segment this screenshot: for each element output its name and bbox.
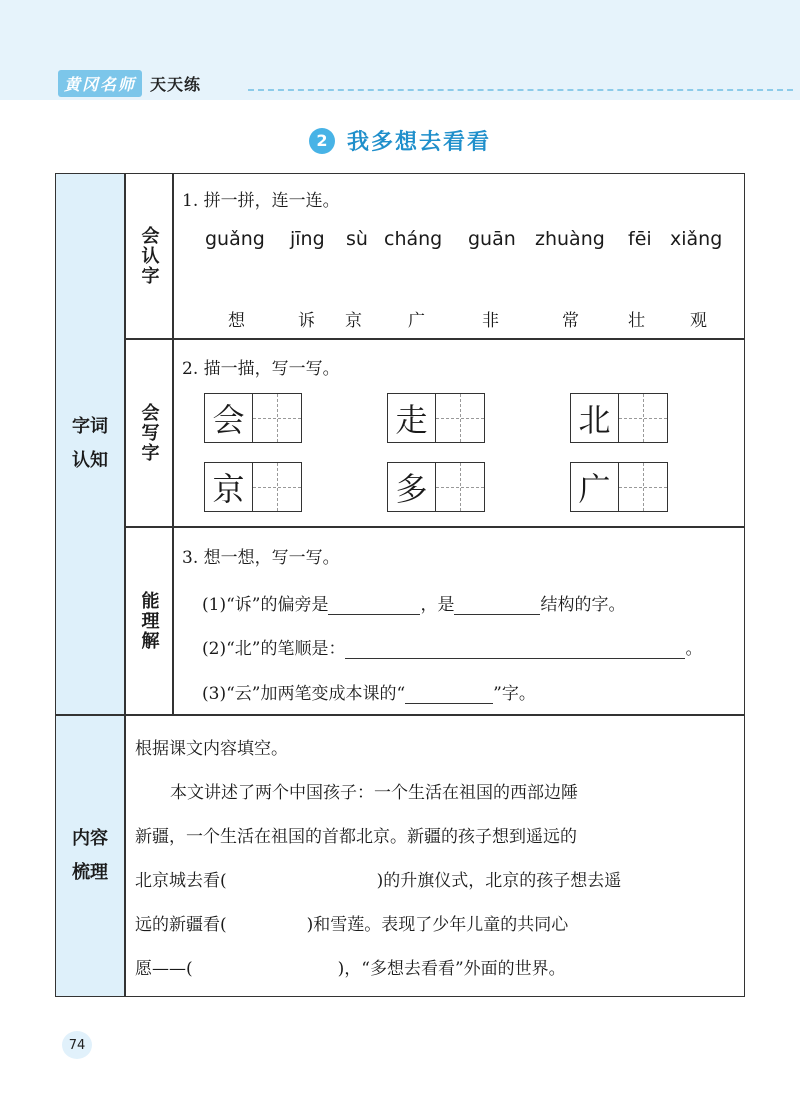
- content-line: 愿——( )，“多想去看看”外面的世界。: [135, 959, 566, 979]
- content-prompt: 根据课文内容填空。: [135, 739, 288, 759]
- answer-blank[interactable]: [345, 640, 685, 659]
- hanzi-item[interactable]: 想: [228, 311, 245, 331]
- answer-blank[interactable]: [454, 596, 540, 615]
- series-name: 天天练: [150, 75, 202, 94]
- q3-item-3: (3)“云”加两笔变成本课的“ ”字。: [202, 684, 536, 704]
- hanzi-item[interactable]: 观: [690, 311, 707, 331]
- header-divider: [248, 89, 793, 91]
- writing-grid[interactable]: [204, 462, 302, 512]
- sub-write: 会写字: [138, 403, 160, 463]
- q3-prompt: 3. 想一想，写一写。: [182, 548, 340, 568]
- writing-grid[interactable]: [570, 393, 668, 443]
- q3-item-1: (1)“诉”的偏旁是 ，是 结构的字。: [202, 595, 626, 615]
- pinyin-item[interactable]: cháng: [384, 228, 443, 250]
- pinyin-item[interactable]: guǎng: [205, 228, 265, 250]
- lesson-number: 2: [309, 128, 335, 154]
- category-word-line2: 认知: [72, 450, 108, 471]
- trace-char: 多: [388, 463, 436, 511]
- answer-blank[interactable]: [328, 596, 420, 615]
- writing-grid[interactable]: [387, 393, 485, 443]
- trace-char: 京: [205, 463, 253, 511]
- q2-prompt: 2. 描一描，写一写。: [182, 359, 340, 379]
- pinyin-item[interactable]: jīng: [290, 228, 325, 250]
- page-number: 74: [62, 1031, 92, 1059]
- content-line: 本文讲述了两个中国孩子：一个生活在祖国的西部边陲: [170, 783, 578, 803]
- pinyin-item[interactable]: zhuàng: [535, 228, 605, 250]
- content-line: 远的新疆看( )和雪莲。表现了少年儿童的共同心: [135, 915, 569, 935]
- category-content-review: [56, 716, 124, 996]
- divider: [124, 526, 745, 528]
- divider: [56, 714, 745, 716]
- hanzi-item[interactable]: 非: [482, 311, 499, 331]
- category-word-line1: 字词: [72, 416, 108, 437]
- trace-char: 广: [571, 463, 619, 511]
- pinyin-item[interactable]: guān: [468, 228, 516, 250]
- writing-grid[interactable]: [204, 393, 302, 443]
- hanzi-item[interactable]: 常: [562, 311, 579, 331]
- writing-grid[interactable]: [387, 462, 485, 512]
- sub-understand: 能理解: [138, 591, 160, 651]
- hanzi-item[interactable]: 广: [408, 311, 425, 331]
- q1-prompt: 1. 拼一拼，连一连。: [182, 191, 340, 211]
- answer-blank[interactable]: [405, 685, 493, 704]
- brand-logo: [58, 70, 201, 97]
- brand-name: 黄冈名师: [58, 70, 142, 97]
- lesson-title: 我多想去看看: [346, 130, 491, 155]
- divider: [124, 338, 745, 340]
- q3-item-2: (2)“北”的笔顺是： 。: [202, 639, 703, 659]
- pinyin-item[interactable]: fēi: [628, 228, 652, 250]
- divider: [172, 174, 174, 715]
- category-content-line1: 内容: [72, 828, 108, 849]
- pinyin-item[interactable]: sù: [346, 228, 368, 250]
- hanzi-item[interactable]: 京: [345, 311, 362, 331]
- category-content-line2: 梳理: [72, 862, 108, 883]
- writing-grid[interactable]: [570, 462, 668, 512]
- trace-char: 走: [388, 394, 436, 442]
- hanzi-item[interactable]: 诉: [298, 311, 315, 331]
- lesson-heading: [0, 125, 800, 156]
- hanzi-item[interactable]: 壮: [628, 311, 645, 331]
- content-line: 北京城去看( )的升旗仪式，北京的孩子想去遥: [135, 871, 622, 891]
- trace-char: 北: [571, 394, 619, 442]
- content-line: 新疆，一个生活在祖国的首都北京。新疆的孩子想到遥远的: [135, 827, 577, 847]
- trace-char: 会: [205, 394, 253, 442]
- category-word-recognition: [56, 174, 124, 714]
- pinyin-item[interactable]: xiǎng: [670, 228, 723, 250]
- sub-read: 会认字: [138, 226, 160, 286]
